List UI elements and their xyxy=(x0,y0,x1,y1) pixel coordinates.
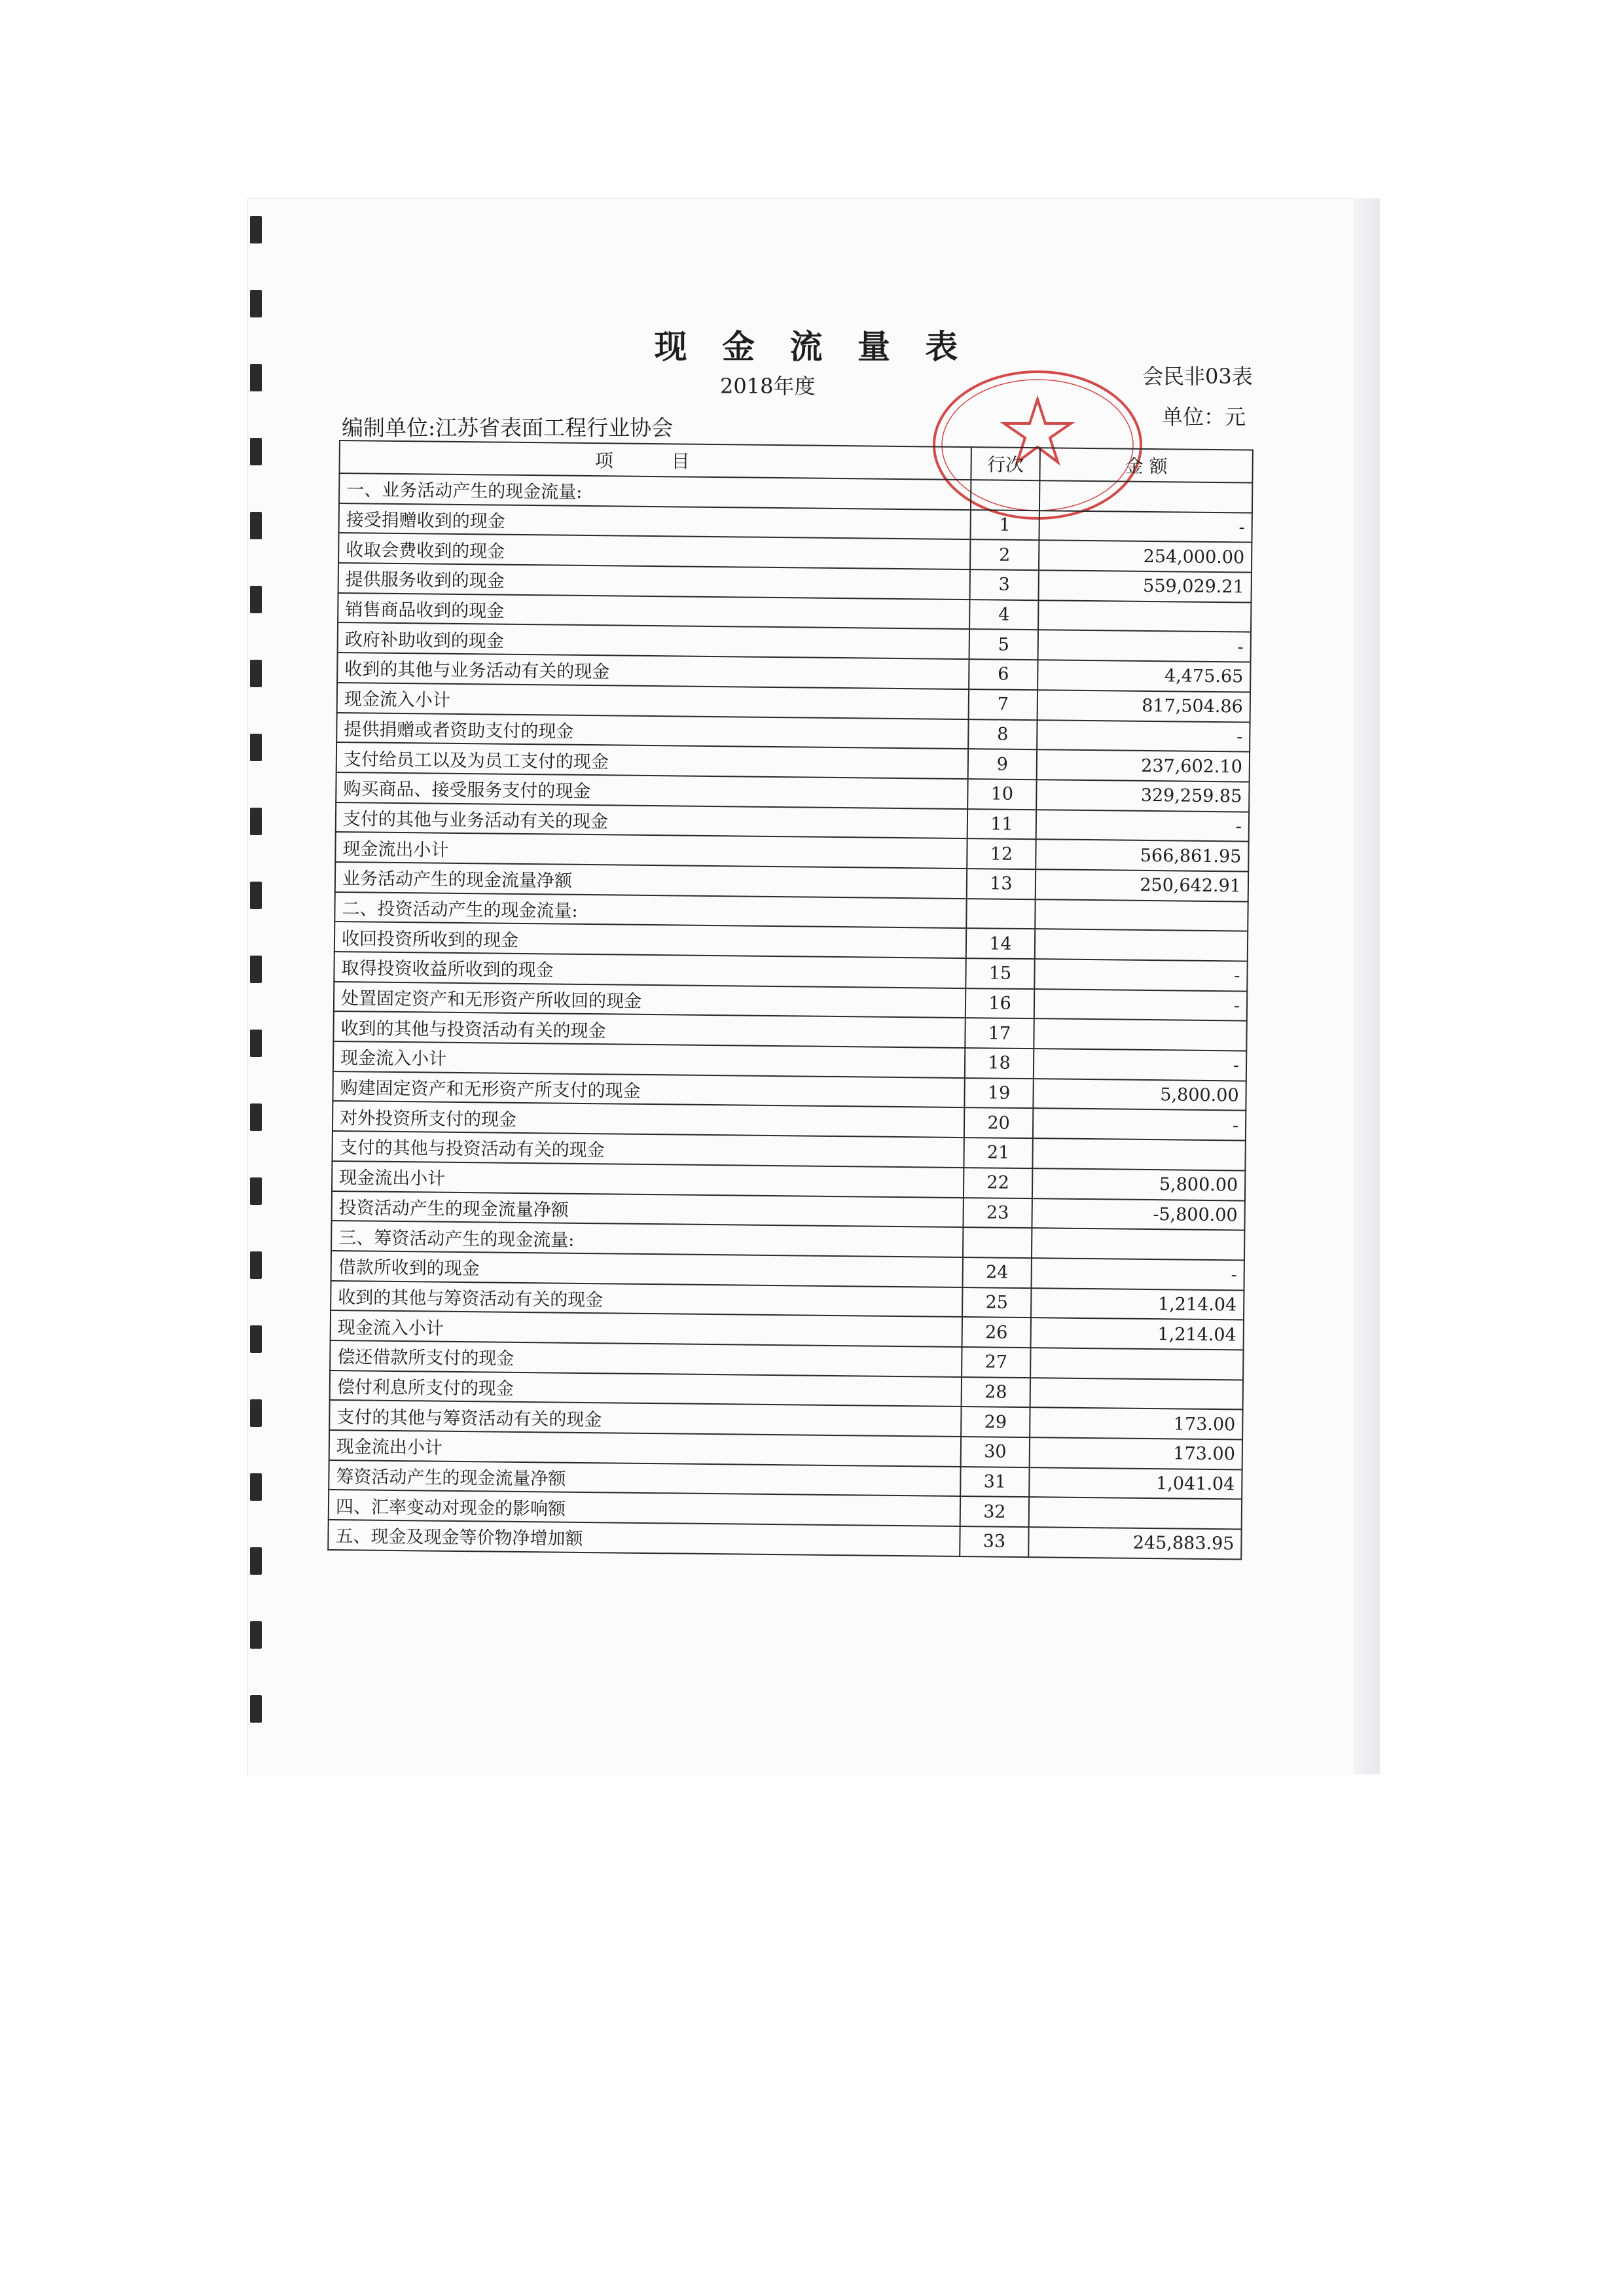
row-amount: - xyxy=(1037,720,1250,752)
document-title: 现 金 流 量 表 xyxy=(654,327,970,366)
row-item-label: 现金流出小计 xyxy=(332,1161,964,1198)
row-item-label: 支付给员工以及为员工支付的现金 xyxy=(336,742,968,779)
row-item-label: 三、筹资活动产生的现金流量: xyxy=(331,1221,963,1257)
row-item-label: 现金流入小计 xyxy=(337,683,969,719)
binding-hole xyxy=(250,1473,262,1501)
row-item-label: 二、投资活动产生的现金流量: xyxy=(334,892,966,929)
row-line-number: 12 xyxy=(967,838,1036,869)
row-line-number: 8 xyxy=(968,719,1037,750)
row-amount: - xyxy=(1034,989,1247,1021)
row-item-label: 四、汇率变动对现金的影响额 xyxy=(329,1490,960,1526)
form-code: 会民非03表 xyxy=(1142,364,1253,389)
row-item-label: 投资活动产生的现金流量净额 xyxy=(332,1191,964,1227)
row-item-label: 一、业务活动产生的现金流量: xyxy=(339,473,971,510)
header-line-no: 行次 xyxy=(971,447,1040,480)
row-item-label: 筹资活动产生的现金流量净额 xyxy=(329,1460,960,1497)
row-line-number: 29 xyxy=(961,1407,1030,1437)
binding-hole xyxy=(250,364,262,391)
row-line-number: 3 xyxy=(969,569,1038,600)
row-amount xyxy=(1035,929,1248,961)
binding-hole xyxy=(250,882,262,909)
row-line-number: 13 xyxy=(967,869,1036,899)
row-line-number: 22 xyxy=(964,1168,1032,1198)
row-amount: 5,800.00 xyxy=(1033,1079,1246,1111)
binding-hole xyxy=(250,512,262,539)
binding-hole xyxy=(250,438,262,465)
row-item-label: 偿付利息所支付的现金 xyxy=(330,1371,962,1407)
row-amount: - xyxy=(1033,1109,1246,1141)
row-amount xyxy=(1039,480,1252,512)
row-amount: 1,214.04 xyxy=(1031,1288,1244,1320)
row-item-label: 提供捐赠或者资助支付的现金 xyxy=(336,712,968,749)
row-amount: - xyxy=(1034,1049,1246,1081)
row-amount: - xyxy=(1038,630,1251,662)
row-item-label: 购买商品、接受服务支付的现金 xyxy=(336,772,967,809)
row-amount: 1,041.04 xyxy=(1029,1467,1242,1499)
row-amount: 173.00 xyxy=(1030,1407,1242,1439)
row-line-number: 28 xyxy=(962,1377,1030,1408)
row-item-label: 接受捐赠收到的现金 xyxy=(339,503,971,540)
row-amount xyxy=(1030,1378,1243,1410)
row-amount xyxy=(1030,1348,1243,1380)
header-amount: 金 额 xyxy=(1039,448,1253,482)
row-item-label: 政府补助收到的现金 xyxy=(338,622,969,659)
row-item-label: 支付的其他与投资活动有关的现金 xyxy=(332,1131,964,1168)
row-item-label: 五、现金及现金等价物净增加额 xyxy=(328,1520,960,1556)
row-item-label: 支付的其他与筹资活动有关的现金 xyxy=(329,1400,961,1437)
row-line-number: 10 xyxy=(967,779,1036,810)
row-line-number: 26 xyxy=(962,1317,1031,1348)
row-amount: - xyxy=(1031,1258,1244,1290)
row-item-label: 现金流入小计 xyxy=(333,1041,965,1078)
binding-hole xyxy=(250,1177,262,1205)
binding-holes xyxy=(247,216,270,1774)
binding-hole xyxy=(250,1621,262,1649)
row-amount: 329,259.85 xyxy=(1036,780,1249,812)
binding-hole xyxy=(250,1103,262,1131)
row-amount: 254,000.00 xyxy=(1039,541,1252,573)
row-line-number: 32 xyxy=(960,1496,1029,1527)
binding-hole xyxy=(250,956,262,983)
row-item-label: 收到的其他与投资活动有关的现金 xyxy=(333,1011,965,1048)
row-amount xyxy=(1032,1228,1244,1260)
row-item-label: 支付的其他与业务活动有关的现金 xyxy=(336,802,967,839)
row-line-number: 21 xyxy=(964,1138,1032,1168)
row-line-number: 19 xyxy=(964,1078,1033,1109)
page-edge-shadow xyxy=(1354,198,1380,1774)
binding-hole xyxy=(250,586,262,613)
binding-hole xyxy=(250,808,262,835)
header-item: 项 目 xyxy=(339,440,971,480)
row-line-number: 17 xyxy=(965,1018,1034,1049)
binding-hole xyxy=(250,660,262,687)
row-line-number: 31 xyxy=(960,1467,1029,1498)
row-item-label: 购建固定资产和无形资产所支付的现金 xyxy=(333,1071,964,1108)
row-amount: - xyxy=(1034,959,1247,991)
cash-flow-table xyxy=(327,440,1254,1560)
row-line-number: 27 xyxy=(962,1347,1030,1378)
row-line-number: 20 xyxy=(964,1107,1033,1138)
row-amount xyxy=(1038,600,1251,632)
binding-hole xyxy=(250,1251,262,1279)
binding-hole xyxy=(250,290,262,317)
row-item-label: 取得投资收益所收到的现金 xyxy=(334,952,965,988)
row-line-number: 6 xyxy=(969,659,1038,690)
row-amount: 250,642.91 xyxy=(1036,869,1248,901)
row-line-number: 7 xyxy=(969,689,1038,720)
row-item-label: 借款所收到的现金 xyxy=(331,1251,963,1287)
row-line-number: 2 xyxy=(970,539,1039,570)
row-line-number: 33 xyxy=(960,1526,1028,1557)
row-line-number: 14 xyxy=(966,928,1035,959)
row-line-number: 4 xyxy=(969,600,1038,630)
row-item-label: 现金流入小计 xyxy=(331,1310,962,1347)
row-amount: 559,029.21 xyxy=(1038,570,1251,602)
row-amount xyxy=(1029,1498,1242,1530)
row-line-number: 23 xyxy=(963,1198,1032,1229)
row-item-label: 收到的其他与筹资活动有关的现金 xyxy=(331,1281,962,1318)
row-amount: - xyxy=(1039,511,1252,543)
binding-hole xyxy=(250,1030,262,1057)
row-line-number xyxy=(963,1227,1032,1258)
row-amount: 173.00 xyxy=(1030,1437,1242,1469)
row-amount: 566,861.95 xyxy=(1036,839,1248,871)
row-amount: -5,800.00 xyxy=(1032,1198,1244,1230)
row-line-number: 16 xyxy=(965,988,1034,1019)
row-line-number: 15 xyxy=(965,958,1034,989)
binding-hole xyxy=(250,1547,262,1575)
row-line-number: 11 xyxy=(967,809,1036,840)
row-amount xyxy=(1035,899,1248,931)
row-item-label: 现金流出小计 xyxy=(329,1430,961,1467)
row-amount xyxy=(1032,1138,1245,1170)
row-line-number: 5 xyxy=(969,630,1038,660)
row-item-label: 处置固定资产和无形资产所收回的现金 xyxy=(334,982,965,1018)
binding-hole xyxy=(250,216,262,243)
row-item-label: 偿还借款所支付的现金 xyxy=(330,1340,962,1377)
row-amount: 4,475.65 xyxy=(1038,660,1250,692)
row-item-label: 收取会费收到的现金 xyxy=(338,533,970,569)
row-line-number: 18 xyxy=(965,1048,1034,1079)
row-item-label: 提供服务收到的现金 xyxy=(338,563,970,600)
row-line-number: 1 xyxy=(970,510,1039,541)
fiscal-year: 2018年度 xyxy=(720,374,816,399)
row-amount: 237,602.10 xyxy=(1037,749,1250,781)
row-item-label: 现金流出小计 xyxy=(335,832,967,869)
row-item-label: 收回投资所收到的现金 xyxy=(334,922,966,958)
row-line-number xyxy=(966,899,1035,929)
row-amount: - xyxy=(1036,810,1249,842)
row-line-number xyxy=(971,480,1039,511)
preparing-organization: 编制单位:江苏省表面工程行业协会 xyxy=(342,415,674,440)
row-amount: 1,214.04 xyxy=(1031,1318,1244,1350)
binding-hole xyxy=(250,1325,262,1353)
row-amount: 817,504.86 xyxy=(1038,690,1250,722)
binding-hole xyxy=(250,1399,262,1427)
row-line-number: 24 xyxy=(962,1257,1031,1288)
row-line-number: 30 xyxy=(961,1437,1030,1467)
row-amount: 5,800.00 xyxy=(1032,1168,1245,1200)
binding-hole xyxy=(250,734,262,761)
binding-hole xyxy=(250,1695,262,1723)
row-amount: 245,883.95 xyxy=(1028,1527,1241,1559)
currency-unit: 单位：元 xyxy=(1162,404,1246,429)
row-item-label: 业务活动产生的现金流量净额 xyxy=(335,862,967,899)
row-item-label: 收到的其他与业务活动有关的现金 xyxy=(337,653,969,689)
row-line-number: 9 xyxy=(968,749,1037,780)
row-item-label: 销售商品收到的现金 xyxy=(338,593,969,630)
row-amount xyxy=(1034,1019,1246,1051)
row-item-label: 对外投资所支付的现金 xyxy=(333,1101,964,1138)
row-line-number: 25 xyxy=(962,1287,1031,1318)
